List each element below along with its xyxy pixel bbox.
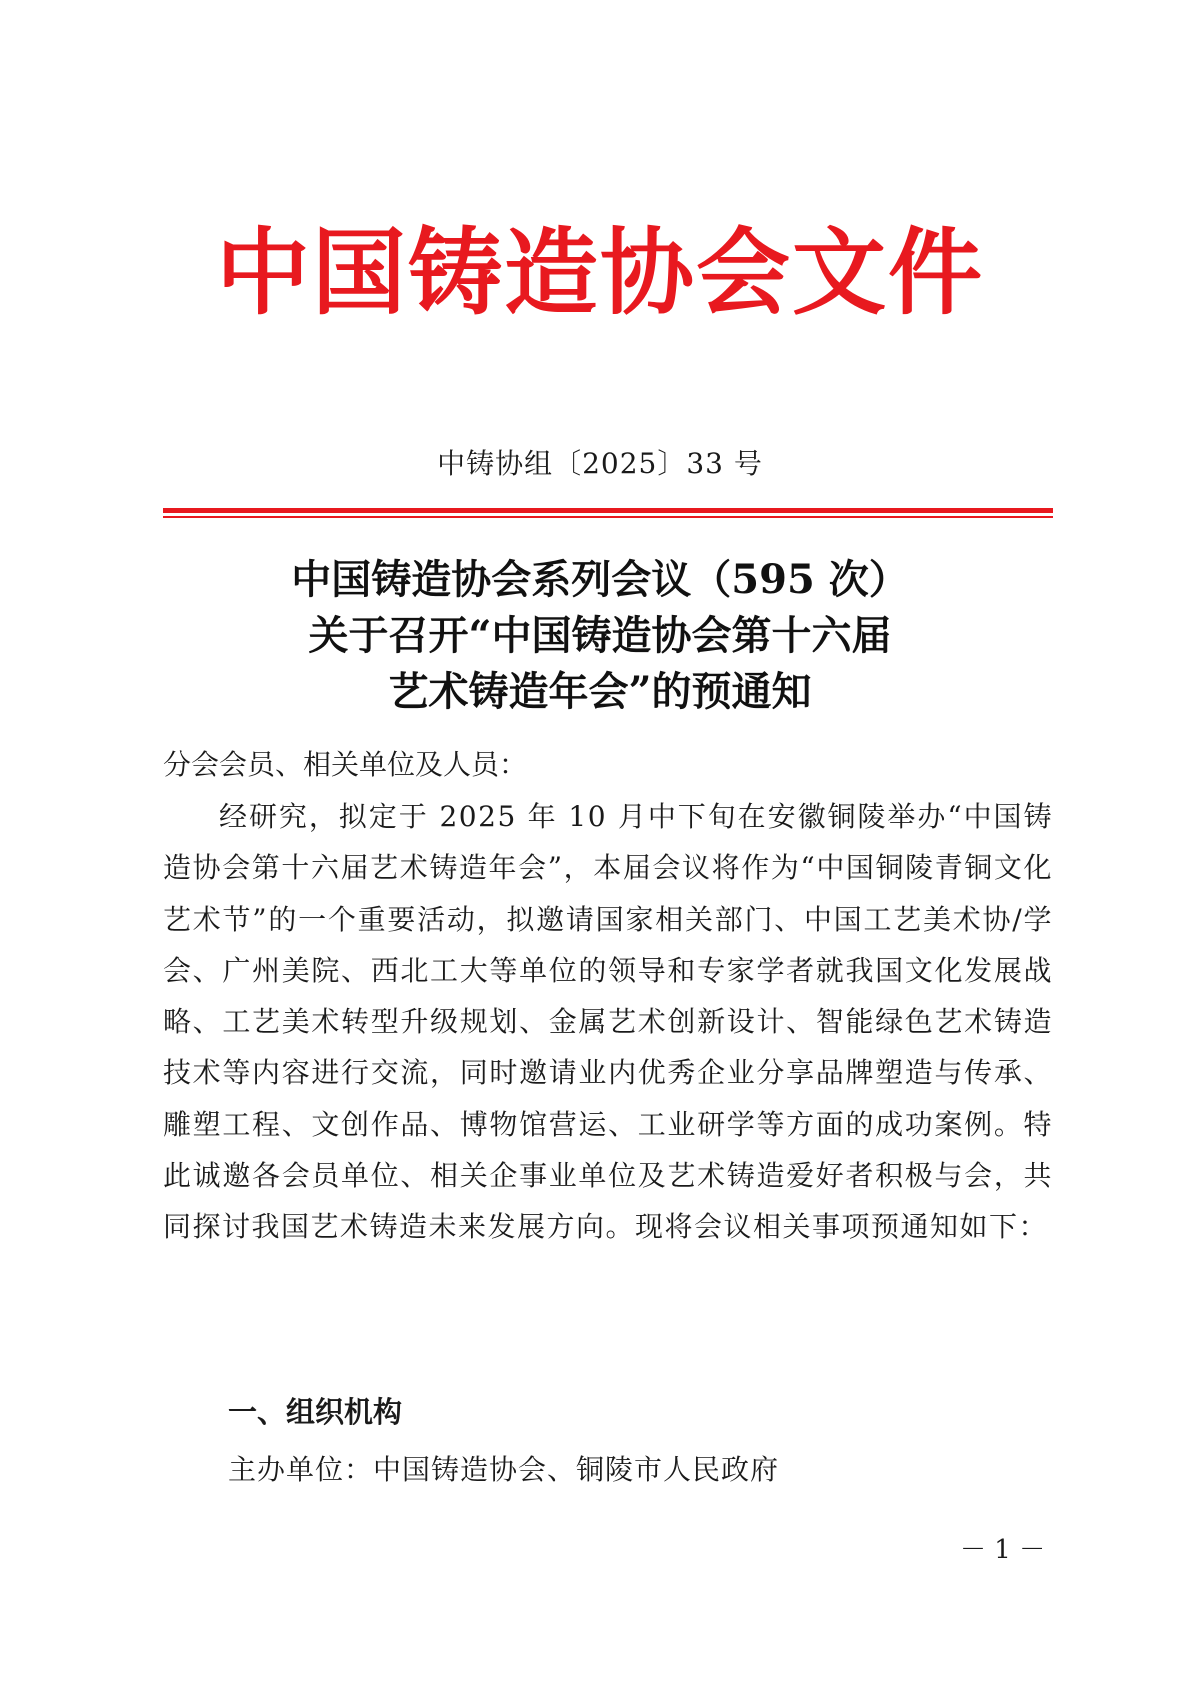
organizer-line: 主办单位：中国铸造协会、铜陵市人民政府 (228, 1453, 780, 1486)
header-divider-thin (163, 516, 1053, 518)
page-number: － 1 － (960, 1535, 1046, 1565)
header-divider-thick (163, 508, 1053, 513)
salutation: 分会会员、相关单位及人员： (163, 748, 528, 781)
notice-title-line-3: 艺术铸造年会”的预通知 (388, 668, 812, 715)
notice-title-line-1: 中国铸造协会系列会议（595 次） (291, 556, 909, 603)
notice-title-line-2: 关于召开“中国铸造协会第十六届 (308, 612, 892, 659)
section-heading-organization: 一、组织机构 (228, 1395, 403, 1429)
notice-title (0, 552, 1200, 720)
document-number: 中铸协组〔2025〕33 号 (437, 447, 763, 480)
main-paragraph: 经研究，拟定于 2025 年 10 月中下旬在安徽铜陵举办“中国铸造协会第十六届艺术铸造年会”，本届会议将作为“中国铜陵青铜文化艺术节”的一个重要活动，拟邀请国家相关部门、中国工艺美术协/学会、广州美院、西北工大等单位的领导和专家学者就我国文化发展战略、工艺美术转型升级规划、金属艺术创新设计、智能绿色艺术铸造技术等内容进行交流，同时邀请业内优秀企业分享品牌塑造与传承、雕塑工程、文创作品、博物馆营运、工业研学等方面的成功案例。特此诚邀各会员单位、相关企事业单位及艺术铸造爱好者积极与会，共同探讨我国艺术铸造未来发展方向。现将会议相关事项预通知如下： (163, 800, 1053, 1244)
document-header-title: 中国铸造协会文件 (215, 218, 984, 328)
